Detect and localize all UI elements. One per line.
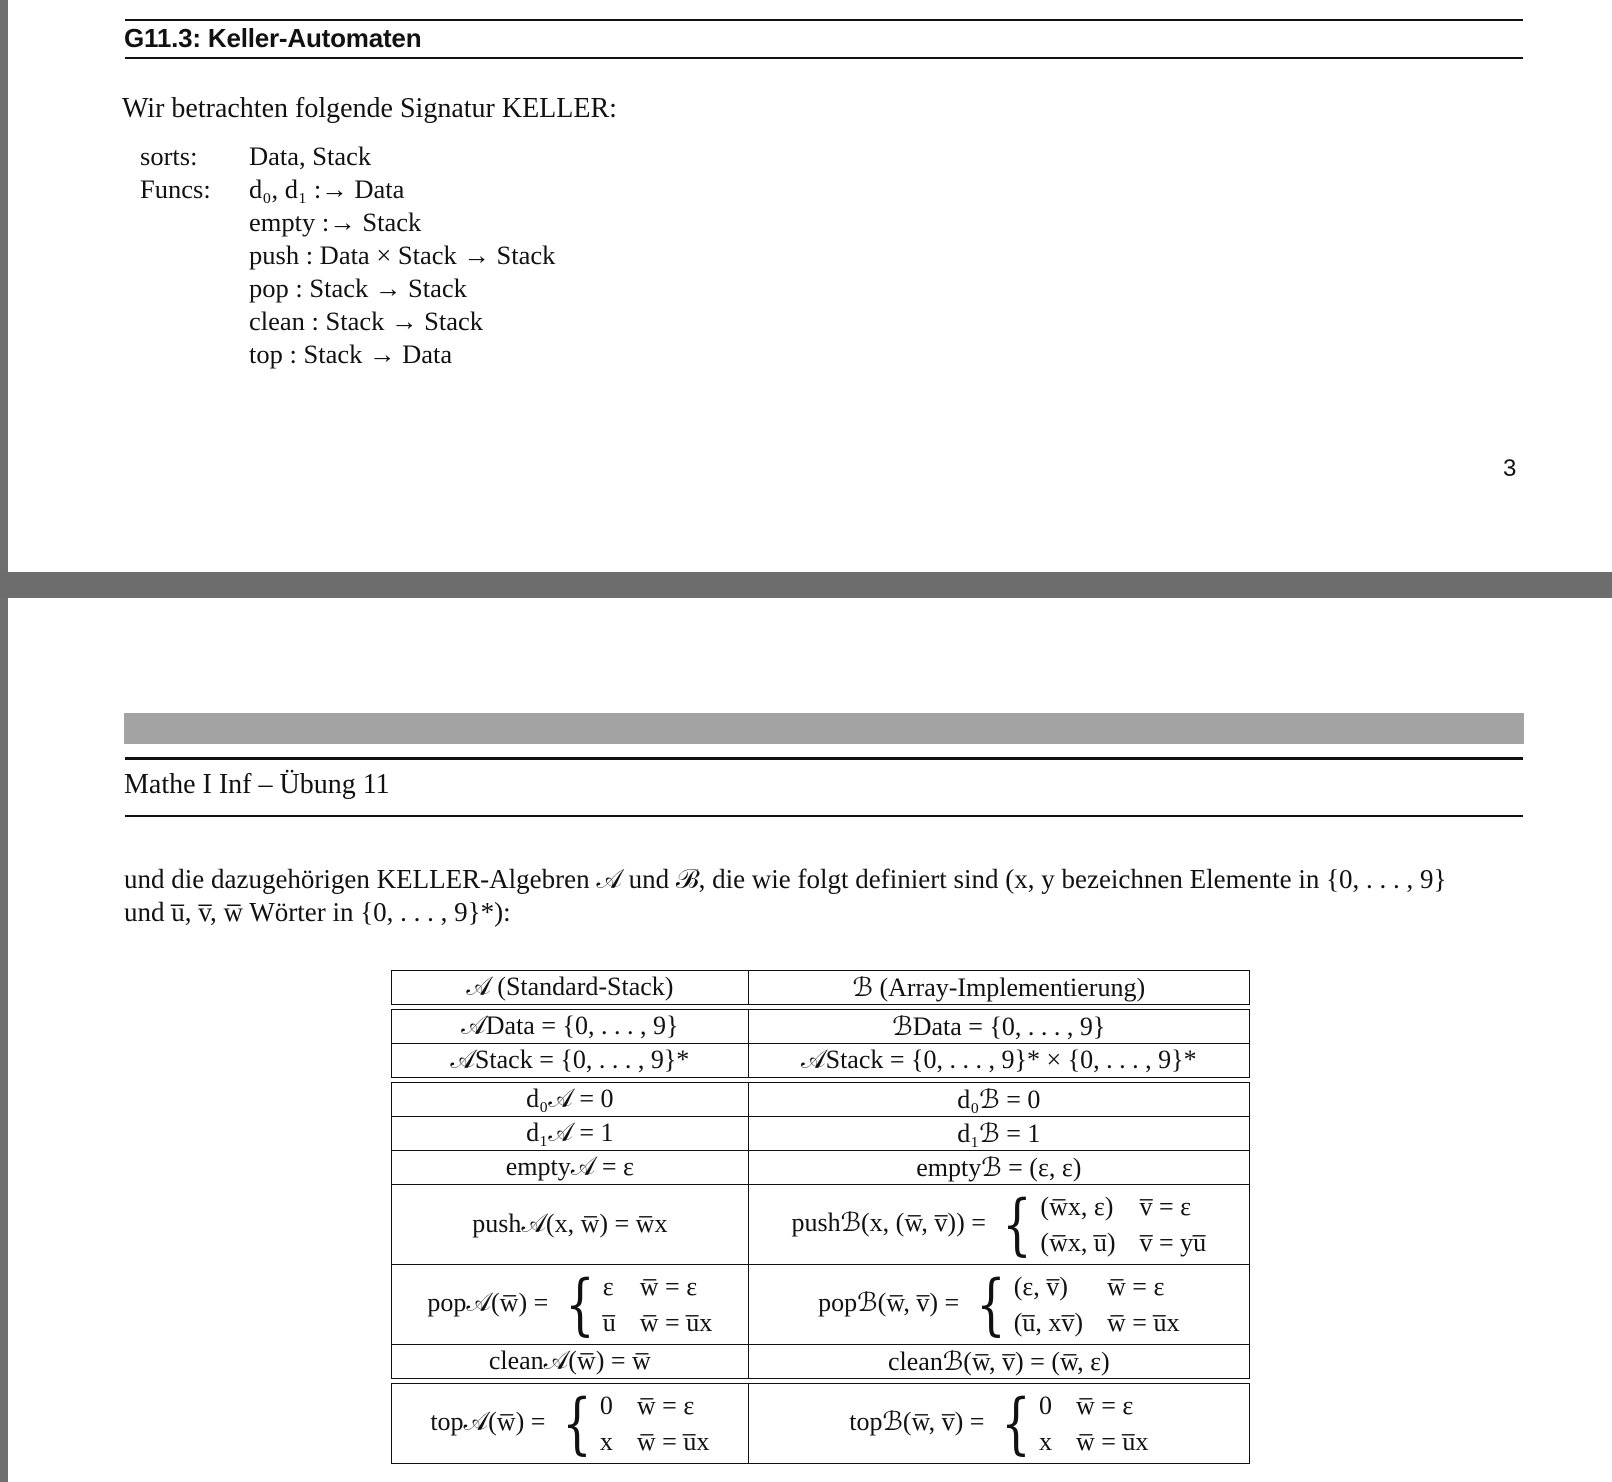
b-pop-lhs: popℬ(w̅, v̅) = [818, 1287, 960, 1317]
case-value: u̅ [602, 1307, 616, 1337]
a-pop-cases [555, 1265, 713, 1343]
b-push-cases [992, 1185, 1207, 1263]
algebra-table [391, 970, 1250, 1464]
a-top-cases [552, 1384, 710, 1462]
b-pop-cases [966, 1265, 1180, 1343]
section-title: G11.3: Keller-Automaten [124, 23, 422, 53]
case-value: 0 [1038, 1390, 1052, 1420]
case-condition: w̅ = ε [1075, 1390, 1134, 1420]
brace-icon: { [975, 1265, 1006, 1343]
case-value: x [599, 1426, 613, 1456]
case-value: (w̅x, u̅) [1040, 1227, 1116, 1257]
header-array-impl: ℬ (Array-Implementierung) [748, 971, 1249, 1005]
case-condition: w̅ = u̅x [636, 1426, 710, 1456]
case-condition: w̅ = ε [1107, 1271, 1165, 1301]
running-head: Mathe I Inf – Übung 11 [124, 769, 390, 800]
func-line: d₀, d₁ :→ Data [249, 174, 405, 204]
b-empty: emptyℬ = (ε, ε) [748, 1151, 1249, 1185]
case-condition: w̅ = u̅x [1075, 1426, 1149, 1456]
b-top-lhs: topℬ(w̅, v̅) = [849, 1406, 985, 1436]
case-condition: v̅ = yu̅ [1139, 1227, 1207, 1257]
paragraph-line: und die dazugehörigen KELLER-Algebren 𝒜 und ℬ, die wie folgt definiert sind (x, y bezeichnen Elemente in {0, . . . , 9} [124, 864, 1447, 894]
page-3 [8, 0, 1612, 572]
case-condition: w̅ = ε [639, 1271, 698, 1301]
case-value: ε [602, 1271, 614, 1301]
top-rule [125, 19, 1523, 21]
case-value: (ε, v̅) [1013, 1271, 1068, 1301]
a-d1: d₁𝒜 = 1 [392, 1117, 749, 1151]
b-push-lhs: pushℬ(x, (w̅, v̅)) = [791, 1207, 986, 1237]
case-condition: w̅ = ε [636, 1390, 695, 1420]
case-value: (w̅x, ε) [1040, 1191, 1114, 1221]
header-standard-stack: 𝒜 (Standard-Stack) [392, 971, 749, 1005]
header-rule [125, 757, 1523, 760]
a-d0: d₀𝒜 = 0 [392, 1083, 749, 1117]
a-pop [392, 1265, 749, 1345]
page-gap [0, 572, 1612, 598]
case-value: 0 [599, 1390, 613, 1420]
func-line: top : Stack → Data [249, 339, 453, 369]
case-value: x [1038, 1426, 1052, 1456]
a-empty: empty𝒜 = ε [392, 1151, 749, 1185]
a-pop-lhs: pop𝒜(w̅) = [427, 1287, 549, 1317]
page-4 [8, 598, 1612, 1482]
b-top [748, 1384, 1249, 1464]
funcs-label: Funcs: [140, 174, 211, 204]
func-line: push : Data × Stack → Stack [249, 240, 556, 270]
b-push [748, 1185, 1249, 1265]
b-d1: d₁ℬ = 1 [748, 1117, 1249, 1151]
a-data-carrier: 𝒜Data = {0, . . . , 9} [392, 1010, 749, 1044]
b-d0: d₀ℬ = 0 [748, 1083, 1249, 1117]
a-top [392, 1384, 749, 1464]
case-condition: w̅ = u̅x [1107, 1307, 1180, 1337]
b-top-cases [991, 1384, 1149, 1462]
sorts-label: sorts: [140, 141, 198, 171]
brace-icon: { [1002, 1185, 1033, 1263]
b-pop [748, 1265, 1249, 1345]
header-band [124, 713, 1524, 744]
intro-text: Wir betrachten folgende Signatur KELLER: [122, 93, 617, 124]
b-stack-carrier: 𝒜Stack = {0, . . . , 9}* × {0, . . . , 9}* [748, 1044, 1249, 1078]
algebra-paragraph [124, 863, 1534, 929]
brace-icon: { [1001, 1384, 1031, 1462]
page-number: 3 [1503, 455, 1517, 482]
case-condition: w̅ = u̅x [639, 1307, 713, 1337]
case-value: (u̅, xv̅) [1013, 1307, 1084, 1337]
paragraph-line: und u̅, v̅, w̅ Wörter in {0, . . . , 9}*): [124, 897, 511, 927]
brace-icon: { [565, 1265, 595, 1343]
sorts-value: Data, Stack [249, 141, 372, 171]
func-line: empty :→ Stack [249, 207, 422, 237]
func-line: pop : Stack → Stack [249, 273, 467, 303]
func-line: clean : Stack → Stack [249, 306, 484, 336]
title-rule [125, 57, 1523, 59]
head-underline [125, 815, 1523, 817]
b-data-carrier: ℬData = {0, . . . , 9} [748, 1010, 1249, 1044]
brace-icon: { [562, 1384, 592, 1462]
a-clean: clean𝒜(w̅) = w̅ [392, 1345, 749, 1379]
a-stack-carrier: 𝒜Stack = {0, . . . , 9}* [392, 1044, 749, 1078]
b-clean: cleanℬ(w̅, v̅) = (w̅, ε) [748, 1345, 1249, 1379]
a-push: push𝒜(x, w̅) = w̅x [392, 1185, 749, 1265]
a-top-lhs: top𝒜(w̅) = [430, 1406, 546, 1436]
case-condition: v̅ = ε [1139, 1191, 1192, 1221]
